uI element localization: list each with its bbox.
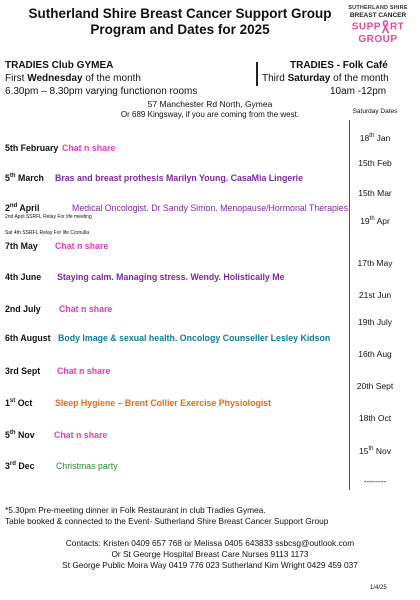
event-date-text: 1: [5, 398, 10, 408]
event-date: [5, 203, 39, 213]
event-date-text: 3: [5, 461, 10, 471]
event-date: [5, 398, 32, 408]
logo: [340, 5, 416, 45]
saturday-date-month: Nov: [373, 446, 391, 456]
pink-ribbon-icon: [381, 20, 390, 34]
logo-line2: BREAST CANCER: [349, 12, 407, 19]
saturday-date-suffix: th: [369, 133, 375, 140]
saturday-header: Saturday Dates: [352, 108, 398, 115]
event-date: [5, 430, 35, 440]
event-session: Chat n share: [62, 143, 116, 153]
venue-right-time: 10am -12pm: [330, 86, 387, 97]
page-title: Sutherland Shire Breast Cancer Support Group: [28, 6, 332, 21]
relay-note-2: Sat 4th SSRFL Relay For life Cronulla: [5, 230, 90, 236]
saturday-date-suffix: th: [369, 216, 375, 223]
event-date: [5, 461, 35, 471]
logo-line3: [340, 20, 416, 34]
venue-right-day: Saturday: [287, 73, 331, 84]
saturday-date: [348, 349, 402, 359]
event-date-text: 7th May: [5, 241, 38, 251]
saturday-date-day: 16th Aug: [358, 349, 392, 359]
venue-left-day: Wednesday: [27, 73, 83, 84]
venue-left-schedule: [5, 73, 141, 84]
event-date-suffix: st: [9, 398, 16, 405]
event-session: Chat n share: [54, 430, 108, 440]
event-date-suffix: th: [9, 430, 16, 437]
event-session: Chat n share: [55, 241, 109, 251]
saturday-date: [348, 476, 402, 486]
event-date: [5, 143, 58, 153]
saturday-date-day: 15th Feb: [358, 158, 392, 168]
saturday-date: [348, 317, 402, 327]
saturday-date: [348, 290, 402, 300]
event-date-suffix: th: [9, 173, 16, 180]
footer-contact-1: Contacts: Kristen 0409 657 768 or Melissa 0405 643833 ssbcsg@outlook.com: [65, 538, 355, 548]
logo-line3-b: RT: [389, 21, 405, 33]
event-date-text: 4th June: [5, 272, 42, 282]
event-date: [5, 366, 40, 376]
event-session: Sleep Hygiene – Brent Collier Exercise Physiologist: [55, 398, 272, 408]
event-date-month: Nov: [15, 430, 35, 440]
saturday-date-day: 19th July: [357, 317, 393, 327]
venue-right-post: of the month: [330, 73, 389, 84]
event-session: Body Image & sexual health. Oncology Counseller Lesley Kidson: [58, 333, 331, 343]
event-session: Chat n share: [59, 304, 113, 314]
event-date-month: March: [15, 173, 44, 183]
event-date-month: April: [17, 203, 40, 213]
logo-line3-a: SUPP: [351, 21, 381, 33]
event-date: [5, 272, 41, 282]
event-date: [5, 304, 41, 314]
venue-left-pre: First: [5, 73, 28, 84]
saturday-date-month: Jan: [374, 133, 391, 143]
footer-contact-2: Or St George Hospital Breast Care Nurses 9113 1173: [111, 549, 309, 559]
venue-right-title: TRADIES - Folk Café: [290, 60, 388, 71]
event-date-month: Dec: [15, 461, 35, 471]
event-session: Medical Oncologist. Dr Sandy Simon. Menopause/Hormonal Therapies.: [72, 203, 351, 213]
event-date-suffix: nd: [9, 203, 18, 210]
saturday-date-day: 19: [360, 216, 370, 226]
event-date-text: 2: [5, 203, 10, 213]
page-date: 1/4/25: [370, 585, 387, 591]
venue-right-pre: Third: [262, 73, 288, 84]
event-date: [5, 333, 51, 343]
footer-table-note: Table booked & connected to the Event- Sutherland Shire Breast Cancer Support Group: [5, 516, 329, 526]
relay-note-1: 2nd April SSRFL Relay For life meeting: [5, 214, 92, 220]
saturday-date: [348, 216, 402, 226]
saturday-date-month: Apr: [374, 216, 390, 226]
saturday-date: [348, 188, 402, 198]
saturday-date: [348, 158, 402, 168]
event-date-text: 6th August: [5, 333, 51, 343]
saturday-date-day: 21st Jun: [358, 290, 392, 300]
saturday-date-day: --------: [363, 476, 387, 486]
footer-contact-3: St George Public Moira Way 0419 776 023 Sutherland Kim Wright 0429 459 037: [62, 560, 358, 570]
venue-left-post: of the month: [82, 73, 141, 84]
venue-divider: [256, 62, 258, 86]
saturday-date-day: 18: [359, 133, 370, 143]
saturday-date-day: 18th Oct: [358, 413, 392, 423]
event-session: Chat n share: [57, 366, 111, 376]
event-session: Bras and breast prothesis Marilyn Young. CasaMia Lingerie: [55, 173, 304, 183]
saturday-date-day: 20th Sept: [356, 381, 394, 391]
event-date-text: 5: [5, 173, 10, 183]
event-date-suffix: rd: [9, 461, 16, 468]
venue-left-title: TRADIES Club GYMEA: [5, 60, 114, 71]
saturday-date-day: 15: [359, 446, 369, 456]
saturday-date: [348, 133, 402, 143]
event-date: [5, 173, 44, 183]
saturday-column-line: [349, 120, 350, 490]
saturday-date: [348, 446, 402, 456]
page-subtitle: Program and Dates for 2025: [90, 22, 270, 37]
footer-dinner-note: *5.30pm Pre-meeting dinner in Folk Restaurant in club Tradies Gymea.: [5, 505, 266, 515]
address-line1: 57 Manchester Rd North, Gymea: [147, 99, 273, 109]
address-line2: Or 689 Kingsway, if you are coming from the west.: [120, 110, 300, 119]
saturday-date-day: 15th Mar: [358, 188, 392, 198]
venue-right-schedule: [262, 73, 389, 84]
event-session: Christmas party: [56, 461, 118, 471]
logo-line4: GROUP: [358, 34, 398, 45]
event-date: [5, 241, 38, 251]
saturday-date-suffix: th: [368, 446, 374, 453]
venue-left-time: 6.30pm – 8.30pm varying functionon rooms: [5, 86, 198, 97]
event-date-text: 5: [5, 430, 10, 440]
event-date-text: 2nd July: [5, 304, 41, 314]
event-date-text: 5th February: [5, 143, 59, 153]
saturday-date: [348, 381, 402, 391]
event-date-month: Oct: [15, 398, 33, 408]
saturday-date: [348, 413, 402, 423]
saturday-date-day: 17th May: [357, 258, 393, 268]
event-session: Staying calm. Managing stress. Wendy. Holistically Me: [57, 272, 285, 282]
event-date-text: 3rd Sept: [5, 366, 41, 376]
logo-line1: SUTHERLAND SHIRE: [348, 5, 408, 11]
saturday-date: [348, 258, 402, 268]
